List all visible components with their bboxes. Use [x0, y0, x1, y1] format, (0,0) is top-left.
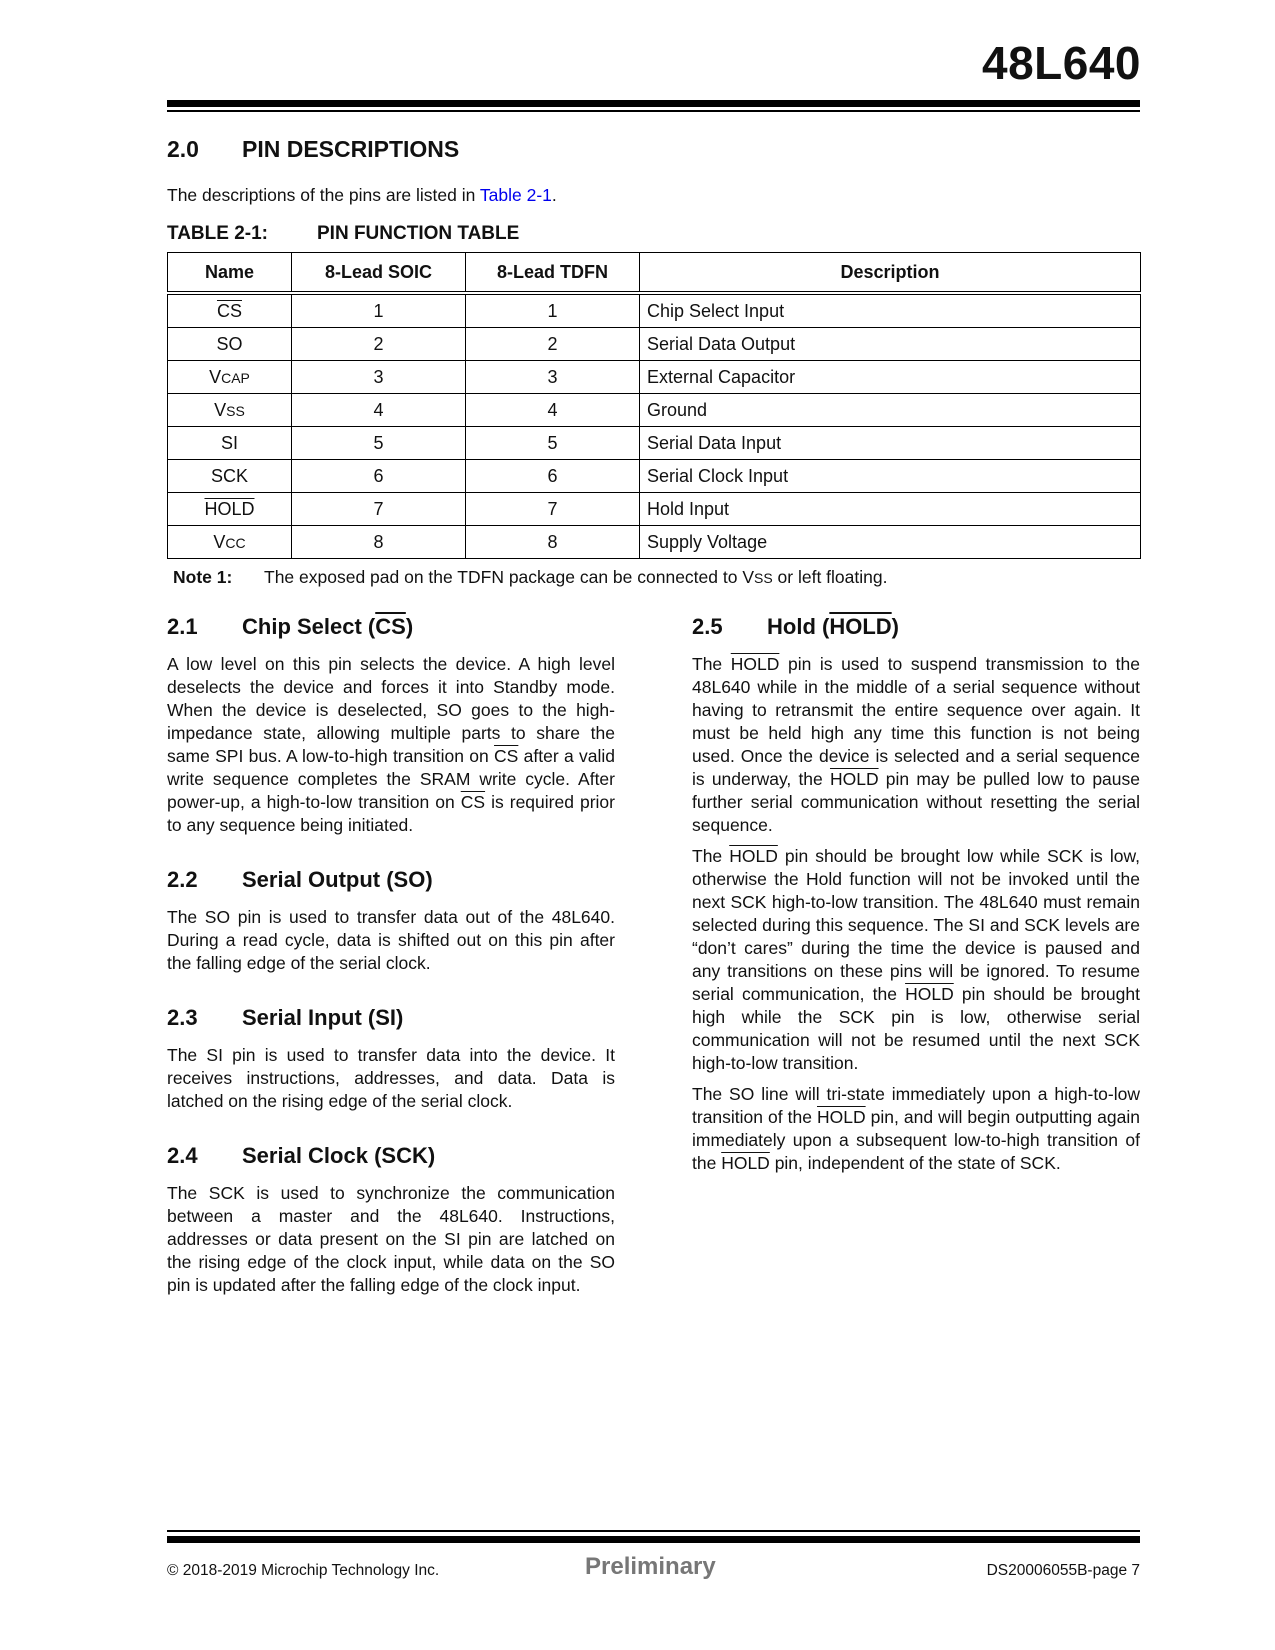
- pin-name-main: V: [213, 531, 226, 552]
- pin-description: Serial Data Input: [640, 427, 1141, 460]
- header-rule-thin: [167, 110, 1140, 112]
- pin-tdfn: 7: [466, 493, 640, 526]
- paragraph: [692, 845, 1140, 1075]
- signal-hold: HOLD: [905, 984, 954, 1004]
- paragraph-text: A low level on this pin selects the device. A high level deselects the device and forces it into Standby mode. When the device is deselected, SO goes to the high-impedance state, allowing multiple parts to share the same SPI bus. A low-to-high transition on: [167, 654, 615, 766]
- document-part-number: 48L640: [981, 37, 1141, 89]
- table-row: [168, 328, 1141, 361]
- pin-description: Ground: [640, 394, 1141, 427]
- table-caption-title: PIN FUNCTION TABLE: [317, 223, 520, 244]
- subsection-number: 2.3: [167, 1005, 198, 1030]
- table-row: [168, 526, 1141, 559]
- subsection-heading: [167, 867, 615, 893]
- pin-description: Serial Clock Input: [640, 460, 1141, 493]
- pin-description: External Capacitor: [640, 361, 1141, 394]
- paragraph-text: The SO line will tri-state immediately upon a high-to-low transition of the: [692, 1084, 1140, 1127]
- subsection-title: Chip Select (: [242, 614, 376, 639]
- pin-description: Chip Select Input: [640, 293, 1141, 328]
- signal-hold: HOLD: [721, 1153, 770, 1173]
- column-header-soic: 8-Lead SOIC: [292, 253, 466, 294]
- table-row: [168, 293, 1141, 328]
- column-header-tdfn: 8-Lead TDFN: [466, 253, 640, 294]
- pin-description: Hold Input: [640, 493, 1141, 526]
- signal-hold: HOLD: [817, 1107, 866, 1127]
- table-reference-link[interactable]: Table 2-1: [479, 185, 552, 205]
- signal-hold: HOLD: [829, 769, 879, 789]
- subsection-serial-clock: [167, 1143, 615, 1297]
- paragraph-text: pin should be brought low while SCK is low, otherwise the Hold function will not be invoked until the next SCK high-to-low transition. The 48L640 must remain selected during this sequence. The SI and SCK levels are “don’t cares” during the time the device is paused and any transitions on these pins will be ignored. To resume serial communication, the: [692, 846, 1140, 1004]
- pin-description: Supply Voltage: [640, 526, 1141, 559]
- note-suffix: or left floating.: [772, 567, 888, 587]
- pin-soic: 4: [292, 394, 466, 427]
- right-column: [692, 614, 1140, 1205]
- footer-rule-thin: [167, 1530, 1140, 1532]
- paragraph-text: The: [692, 846, 730, 866]
- pin-description: Serial Data Output: [640, 328, 1141, 361]
- subsection-title: Serial Output (SO): [242, 867, 433, 892]
- section-number: 2.0: [167, 136, 199, 162]
- table-row: [168, 493, 1141, 526]
- paragraph: The SO pin is used to transfer data out of the 48L640. During a read cycle, data is shifted out on this pin after the falling edge of the serial clock.: [167, 907, 615, 973]
- subsection-title: Serial Input (SI): [242, 1005, 404, 1030]
- pin-tdfn: 3: [466, 361, 640, 394]
- subsection-heading: [692, 614, 1140, 640]
- pin-name-sub: SS: [226, 402, 245, 419]
- section-title: PIN DESCRIPTIONS: [242, 136, 460, 162]
- pin-name-cs: $\overline{CS}$: [216, 300, 242, 321]
- subsection-title: Hold (: [767, 614, 830, 639]
- pin-tdfn: 5: [466, 427, 640, 460]
- paragraph: The SI pin is used to transfer data into the device. It receives instructions, addresses, and data. Data is latched on the rising edge of the serial clock.: [167, 1045, 615, 1111]
- intro-text: The descriptions of the pins are listed in: [167, 185, 480, 205]
- pin-name: [168, 293, 292, 328]
- subsection-serial-output: [167, 867, 615, 975]
- paragraph: [692, 653, 1140, 837]
- paragraph: [692, 1083, 1140, 1175]
- pin-name: [168, 526, 292, 559]
- subsection-number: 2.2: [167, 867, 198, 892]
- paragraph-text: after a valid write sequence completes the SRAM write cycle. After power-up, a high-to-low transition on: [167, 746, 616, 812]
- note-subscript: SS: [754, 570, 773, 586]
- intro-suffix: .: [551, 185, 557, 205]
- pin-tdfn: 4: [466, 394, 640, 427]
- paragraph-text: pin is used to suspend transmission to the 48L640 while in the middle of a serial sequence without having to retransmit the entire sequence over again. It must be held high any time this function is not being used. Once the device is selected and a serial sequence is underway, the: [692, 654, 1140, 789]
- pin-soic: 5: [292, 427, 466, 460]
- signal-cs: CS: [375, 614, 406, 639]
- pin-tdfn: 8: [466, 526, 640, 559]
- subsection-hold: [692, 614, 1140, 1175]
- section-heading: [167, 136, 459, 163]
- note-label: Note 1:: [173, 567, 233, 587]
- footer-status: Preliminary: [585, 1553, 716, 1580]
- subsection-number: 2.5: [692, 614, 723, 639]
- table-header-row: [168, 253, 1141, 294]
- pin-name-sub: CC: [225, 534, 246, 551]
- table-row: [168, 394, 1141, 427]
- signal-cs: $\overline{CS}$: [460, 792, 486, 812]
- pin-tdfn: 1: [466, 293, 640, 328]
- paragraph-text: pin, and will begin outputting again immediately upon a subsequent low-to-high transition of the: [692, 1107, 1140, 1173]
- footer-rule-thick: [167, 1536, 1140, 1543]
- column-header-description: Description: [640, 253, 1141, 294]
- pin-soic: 6: [292, 460, 466, 493]
- pin-name: [168, 493, 292, 526]
- signal-hold: HOLD: [730, 654, 780, 674]
- subsection-heading: [167, 1143, 615, 1169]
- subsection-title: Serial Clock (SCK): [242, 1143, 436, 1168]
- subsection-number: 2.4: [167, 1143, 198, 1168]
- table-row: [168, 460, 1141, 493]
- table-caption-number: TABLE 2-1:: [167, 223, 268, 244]
- pin-name: SO: [168, 328, 292, 361]
- footer-page-number: DS20006055B-page 7: [986, 1562, 1140, 1579]
- table-caption: [167, 223, 519, 245]
- signal-hold: HOLD: [829, 614, 892, 639]
- pin-name-sub: CAP: [221, 369, 250, 386]
- pin-name-main: V: [209, 366, 222, 387]
- paragraph-text: is required prior to any sequence being initiated.: [167, 792, 615, 835]
- pin-name: SCK: [168, 460, 292, 493]
- pin-soic: 3: [292, 361, 466, 394]
- paragraph-text: The: [692, 654, 731, 674]
- pin-tdfn: 6: [466, 460, 640, 493]
- column-header-name: Name: [168, 253, 292, 294]
- subsection-number: 2.1: [167, 614, 198, 639]
- subsection-heading: [167, 614, 615, 640]
- paragraph-text: pin may be pulled low to pause further serial communication without resetting the serial sequence.: [692, 769, 1141, 835]
- paragraph: The SCK is used to synchronize the communication between a master and the 48L640. Instructions, addresses or data present on the SI pin are latched on the rising edge of the clock input, while data on the SO pin is updated after the falling edge of the clock input.: [167, 1183, 615, 1295]
- subsection-title-suffix: ): [405, 614, 414, 639]
- pin-soic: 2: [292, 328, 466, 361]
- pin-name: [168, 394, 292, 427]
- left-column: [167, 614, 615, 1327]
- pin-name-main: V: [214, 399, 227, 420]
- note-text: The exposed pad on the TDFN package can be connected to V: [264, 567, 754, 587]
- table-row: [168, 361, 1141, 394]
- subsection-chip-select: [167, 614, 615, 837]
- pin-name: [168, 361, 292, 394]
- paragraph-text: pin, independent of the state of SCK.: [769, 1153, 1061, 1173]
- pin-soic: 1: [292, 293, 466, 328]
- footer-copyright: © 2018-2019 Microchip Technology Inc.: [167, 1562, 440, 1579]
- pin-name: SI: [168, 427, 292, 460]
- subsection-heading: [167, 1005, 615, 1031]
- header-rule-thick: [167, 100, 1140, 107]
- table-note: [173, 567, 887, 588]
- paragraph: [167, 653, 615, 837]
- table-row: [168, 427, 1141, 460]
- pin-name-hold: HOLD: [204, 498, 255, 519]
- pin-soic: 7: [292, 493, 466, 526]
- pin-function-table: [167, 252, 1141, 559]
- subsection-serial-input: [167, 1005, 615, 1113]
- pin-tdfn: 2: [466, 328, 640, 361]
- signal-hold: HOLD: [729, 846, 778, 866]
- pin-soic: 8: [292, 526, 466, 559]
- paragraph-text: pin should be brought high while the SCK pin is low, otherwise serial communication will not be resumed until the next SCK high-to-low transition.: [692, 984, 1140, 1073]
- signal-cs: $\overline{CS}$: [494, 746, 519, 766]
- subsection-title-suffix: ): [891, 614, 899, 639]
- section-intro: [167, 185, 557, 206]
